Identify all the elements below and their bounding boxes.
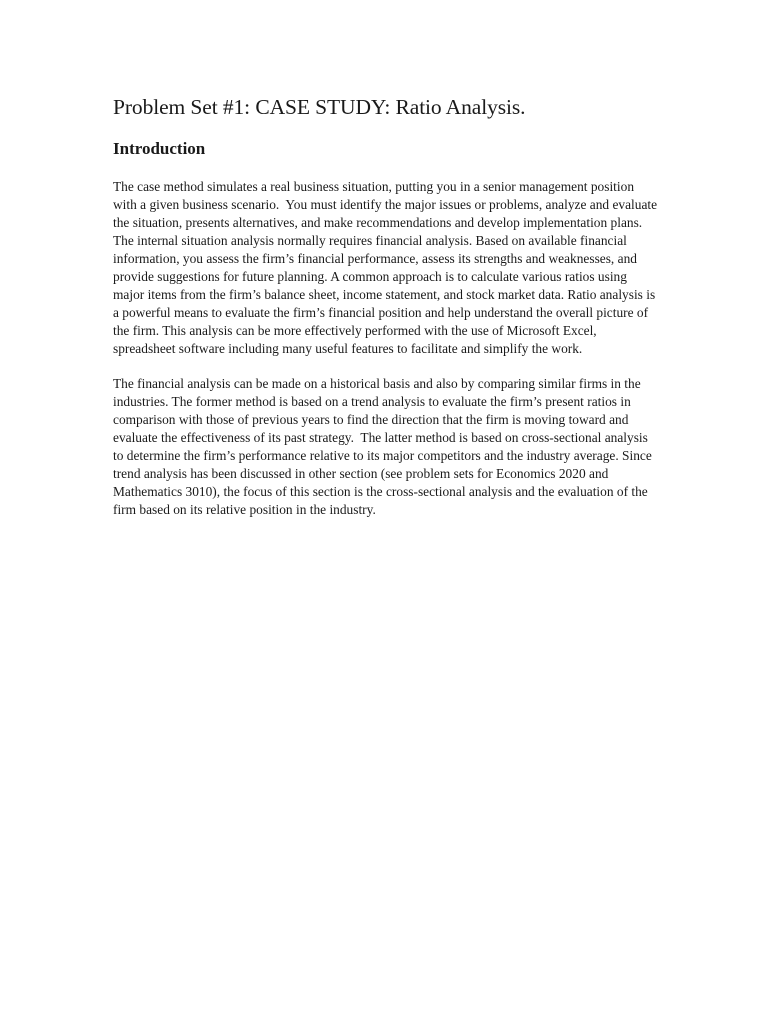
intro-paragraph-1: The case method simulates a real business situation, putting you in a senior management position with a given business scenario. You must identify the major issues or problems, analyze and evaluate the situation, presents alternatives, and make recommendations and develop implementation plans. The internal situation analysis normally requires financial analysis. Based on available financial information, you assess the firm’s financial performance, assess its strengths and weaknesses, and provide suggestions for future planning. A common approach is to calculate various ratios using major items from the firm’s balance sheet, income statement, and stock market data. Ratio analysis is a powerful means to evaluate the firm’s financial position and help understand the overall picture of the firm. This analysis can be more effectively performed with the use of Microsoft Excel, spreadsheet software including many useful features to facilitate and simplify the work. [113, 179, 661, 356]
intro-paragraph-2: The financial analysis can be made on a historical basis and also by comparing similar firms in the industries. The former method is based on a trend analysis to evaluate the firm’s present ratios in comparison with those of previous years to find the direction that the firm is moving toward and evaluate the effectiveness of its past strategy. The latter method is based on cross-sectional analysis to determine the firm’s performance relative to its major competitors and the industry average. Since trend analysis has been discussed in other section (see problem sets for Economics 2020 and Mathematics 3010), the focus of this section is the cross-sectional analysis and the evaluation of the firm based on its relative position in the industry. [113, 376, 656, 517]
document-body [113, 92, 659, 519]
document-title: Problem Set #1: CASE STUDY: Ratio Analysis. [113, 95, 526, 119]
section-heading-introduction: Introduction [113, 139, 206, 158]
